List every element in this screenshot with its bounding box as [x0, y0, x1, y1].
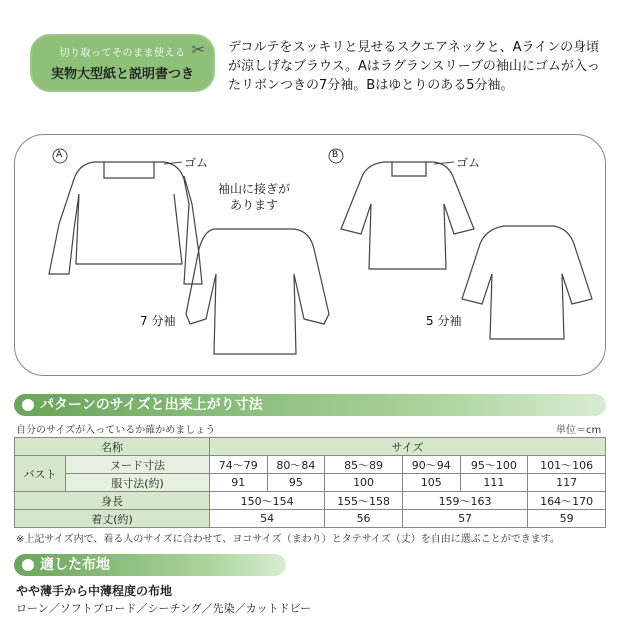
mark-b: B — [332, 150, 339, 160]
blouse-a-front — [49, 162, 202, 284]
height-label: 身長 — [15, 492, 210, 510]
table-cell: 85〜89 — [325, 456, 403, 474]
table-row — [15, 474, 606, 492]
table-cell: 80〜84 — [267, 456, 325, 474]
sleeve-7-label: 7 分袖 — [140, 314, 176, 328]
table-row — [15, 492, 606, 510]
fabric-section-title: 適した布地 — [40, 557, 110, 573]
mark-a: A — [56, 150, 63, 160]
fabric-subtitle: やや薄手から中薄程度の布地 — [16, 584, 173, 598]
table-cell: 101〜106 — [528, 456, 606, 474]
garment-illustrations — [14, 134, 606, 376]
table-cell: 117 — [528, 474, 606, 492]
unit-label: 単位＝cm — [556, 425, 602, 436]
size-check-note: 自分のサイズが入っているか確かめましょう — [16, 425, 216, 436]
table-row — [15, 510, 606, 528]
note-line2: あります — [230, 198, 279, 212]
table-cell: 74〜79 — [210, 456, 268, 474]
table-cell: 95 — [267, 474, 325, 492]
table-cell: 91 — [210, 474, 268, 492]
badge-line1: 切り取ってそのまま使える — [59, 48, 186, 59]
pattern-section-header — [14, 394, 606, 416]
length-label: 着丈(約) — [15, 510, 210, 528]
table-row — [15, 456, 606, 474]
table-cell: 54 — [210, 510, 325, 528]
pattern-section-title: パターンのサイズと出来上がり寸法 — [40, 397, 263, 413]
table-cell: 159〜163 — [402, 492, 527, 510]
table-cell: 90〜94 — [402, 456, 460, 474]
table-cell: 59 — [528, 510, 606, 528]
size-table — [14, 437, 606, 528]
size-header: サイズ — [210, 438, 606, 456]
blouse-a-back — [186, 229, 329, 354]
table-cell: 164〜170 — [528, 492, 606, 510]
bust-label: バスト — [15, 456, 66, 492]
bullet-icon — [22, 399, 34, 411]
promo-badge — [30, 34, 215, 92]
blouse-b-front — [341, 162, 474, 269]
fabric-list: ローン／ソフトブロード／シーチング／先染／カットドビー — [16, 602, 312, 615]
table-cell: 150〜154 — [210, 492, 325, 510]
intro-text: デコルテをスッキリと見せるスクエアネックと、Aラインの身頃が涼しげなブラウス。Aはラグランスリーブの袖山にゴムが入ったリボンつきの7分袖。Bはゆとりのある5分袖。 — [228, 40, 600, 93]
blouse-b-back — [462, 226, 592, 339]
table-row — [15, 438, 606, 456]
badge-line2: 実物大型紙と説明書つき — [50, 67, 194, 82]
table-cell: 56 — [325, 510, 403, 528]
bullet-icon — [22, 559, 34, 571]
scissors-icon: ✂ — [191, 40, 205, 59]
name-header: 名称 — [15, 438, 210, 456]
garment-label: 服寸法(約) — [66, 474, 210, 492]
table-cell: 155〜158 — [325, 492, 403, 510]
gomu-label-b: ゴム — [456, 156, 481, 170]
nude-label: ヌード寸法 — [66, 456, 210, 474]
table-cell: 57 — [402, 510, 527, 528]
size-footnote: ※上記サイズ内で、着る人のサイズに合わせて、ヨコサイズ（まわり）とタテサイズ（丈）を自由に選ぶことができます。 — [16, 534, 560, 545]
table-cell: 105 — [402, 474, 460, 492]
table-cell: 111 — [460, 474, 528, 492]
table-cell: 95〜100 — [460, 456, 528, 474]
fabric-section-header — [14, 554, 286, 576]
table-cell: 100 — [325, 474, 403, 492]
sleeve-5-label: 5 分袖 — [426, 314, 462, 328]
gomu-label-a: ゴム — [184, 156, 209, 170]
note-line1: 袖山に接ぎが — [218, 182, 291, 196]
